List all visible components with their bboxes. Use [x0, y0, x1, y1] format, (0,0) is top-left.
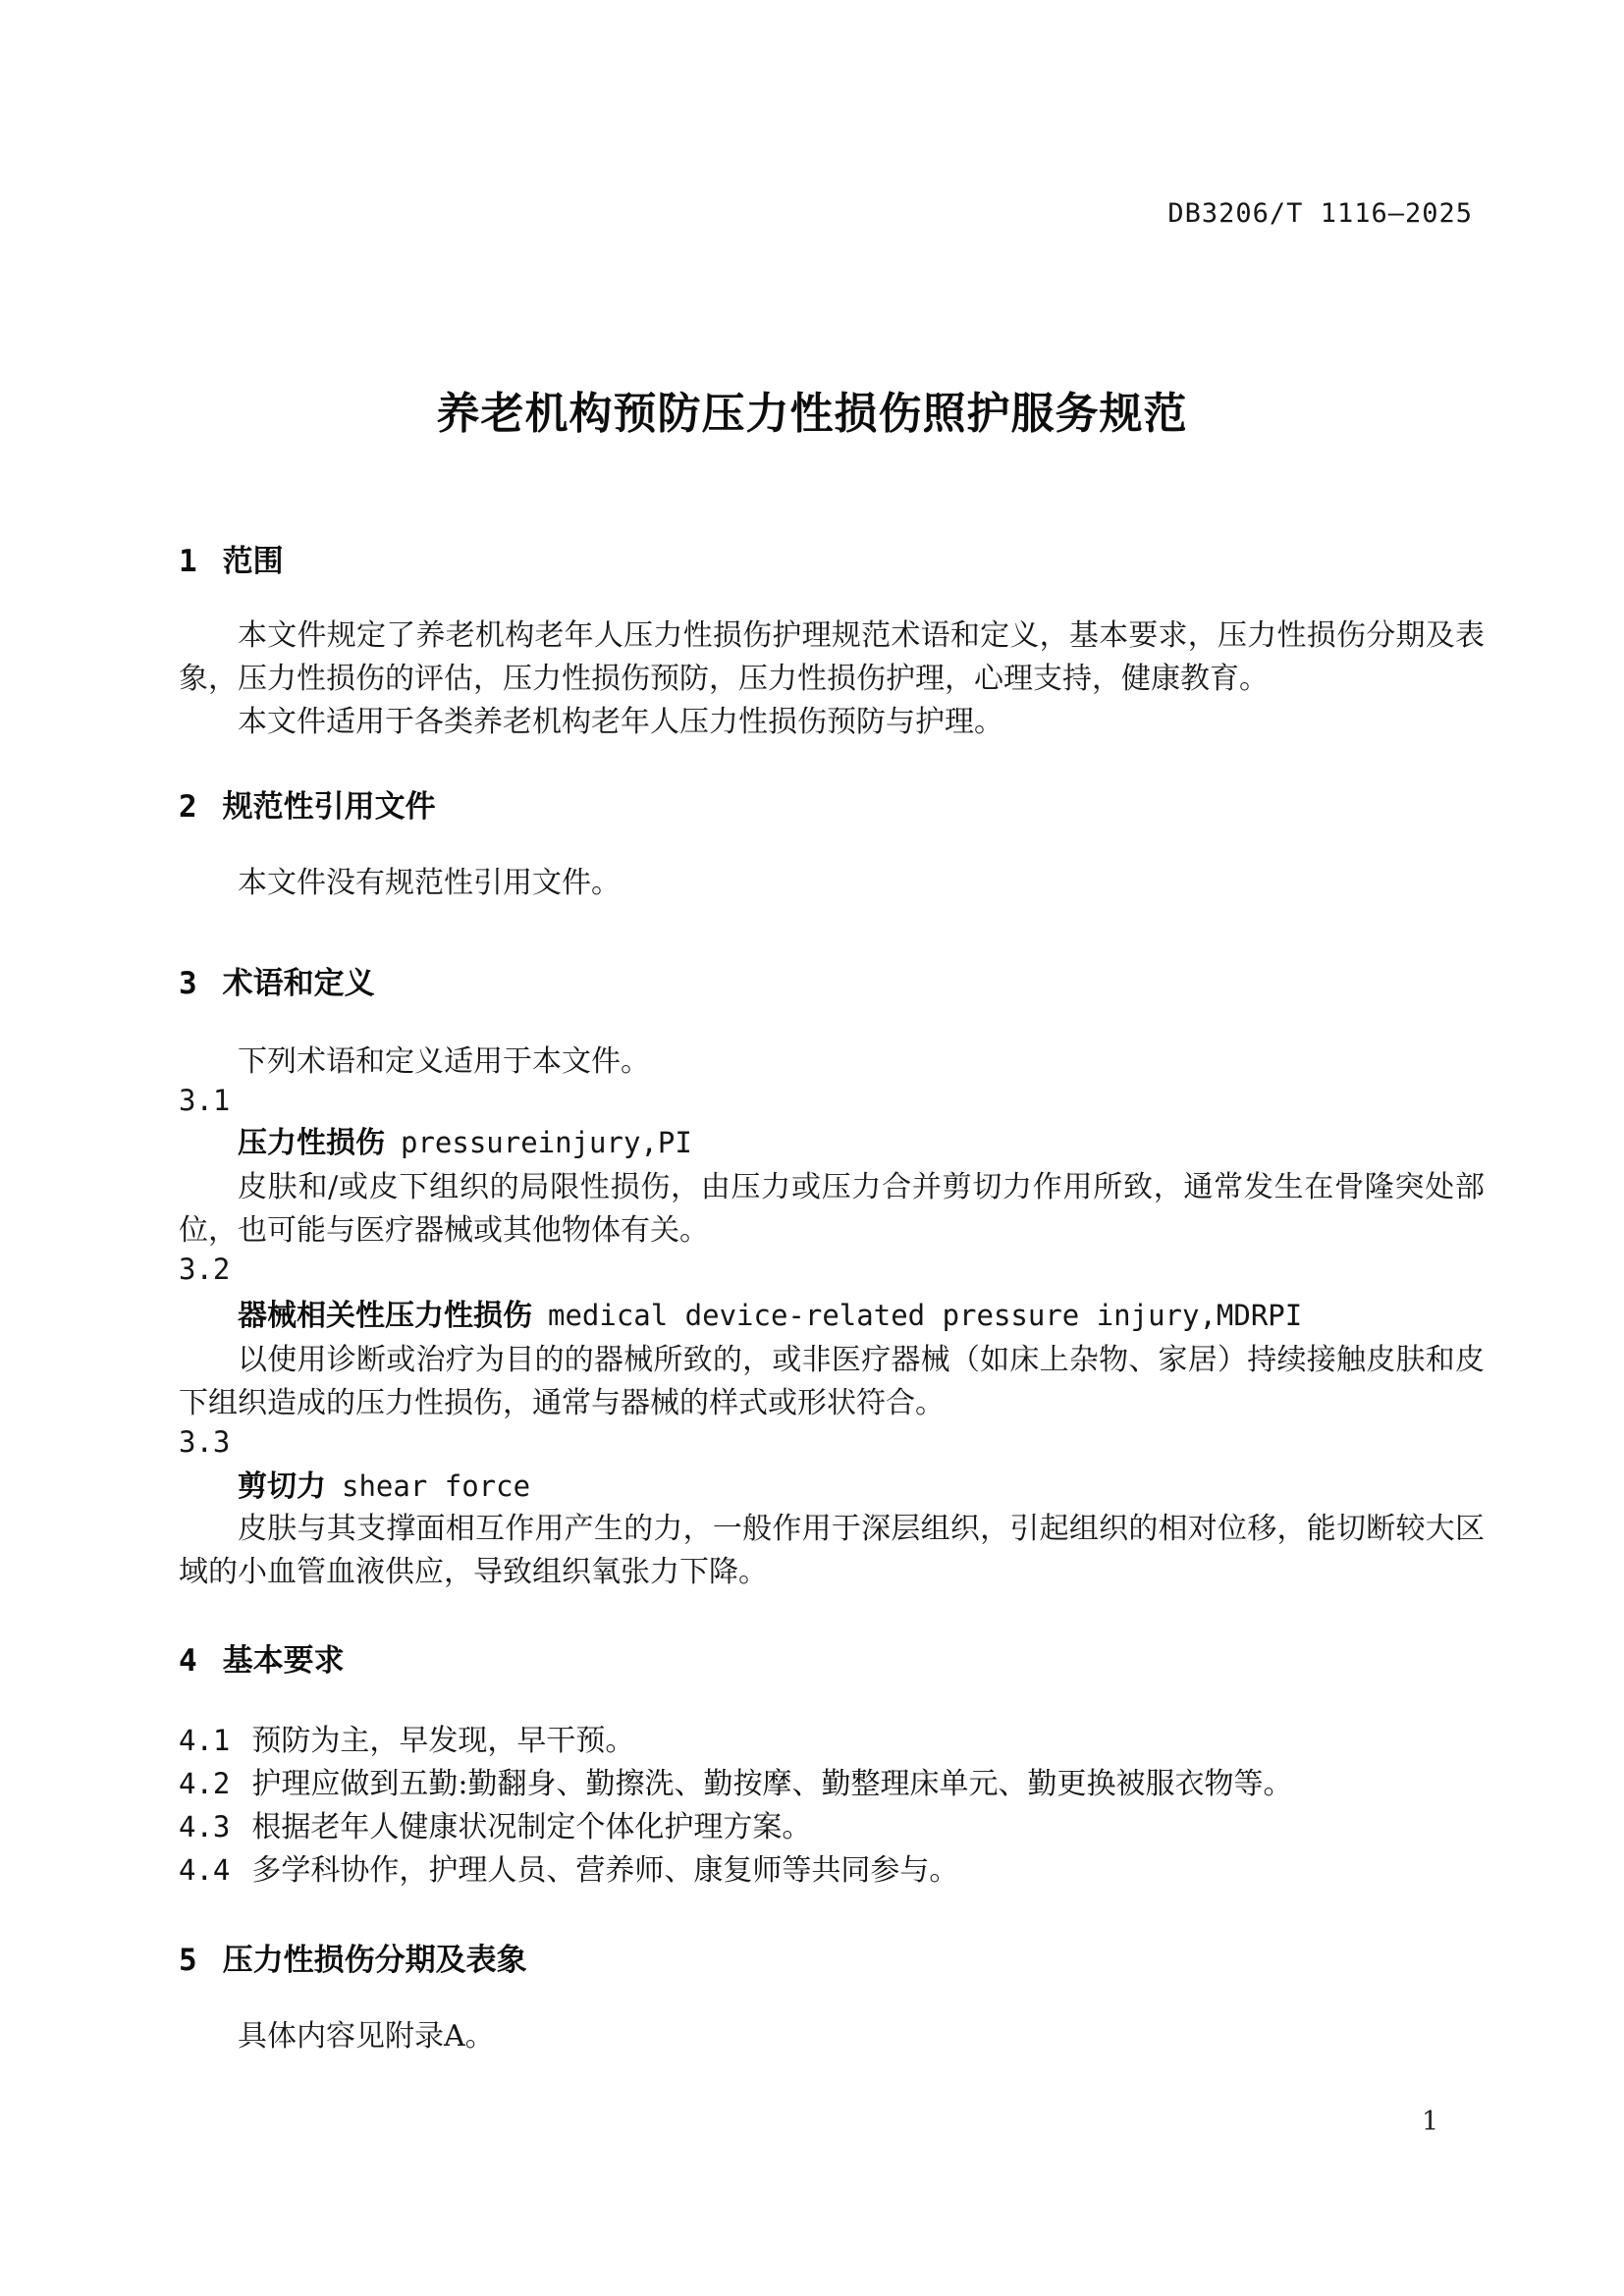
- section-2-number: 2: [179, 789, 197, 825]
- section-3-heading: [179, 958, 1485, 1002]
- requirement-4-4-number: 4.4: [179, 1853, 231, 1887]
- term-3-1-line: [179, 1123, 1485, 1163]
- term-3-1-name: 压力性损伤: [238, 1126, 385, 1160]
- term-3-3-name: 剪切力: [238, 1469, 326, 1504]
- term-3-3-definition: 皮肤与其支撑面相互作用产生的力，一般作用于深层组织，引起组织的相对位移，能切断较大区域的小血管血液供应，导致组织氧张力下降。: [179, 1512, 1485, 1589]
- scope-paragraph-1: 本文件规定了养老机构老年人压力性损伤护理规范术语和定义，基本要求，压力性损伤分期及表象，压力性损伤的评估，压力性损伤预防，压力性损伤护理，心理支持，健康教育。: [179, 618, 1485, 696]
- requirement-item-4-4: [179, 1848, 1485, 1893]
- requirement-4-4-text: 多学科协作，护理人员、营养师、康复师等共同参与。: [251, 1853, 959, 1888]
- requirement-4-3-number: 4.3: [179, 1810, 231, 1843]
- document-title: 养老机构预防压力性损伤照护服务规范: [436, 389, 1188, 439]
- requirement-4-1-number: 4.1: [179, 1724, 231, 1757]
- term-3-2-line: [179, 1296, 1485, 1336]
- term-3-2-definition: 以使用诊断或治疗为目的的器械所致的，或非医疗器械（如床上杂物、家居）持续接触皮肤和皮下组织造成的压力性损伤，通常与器械的样式或形状符合。: [179, 1343, 1485, 1420]
- section-5-heading: [179, 1935, 1485, 1979]
- normative-references-paragraph: 本文件没有规范性引用文件。: [238, 866, 621, 900]
- requirement-item-4-2: [179, 1762, 1485, 1806]
- staging-paragraph: 具体内容见附录A。: [238, 2019, 495, 2054]
- requirement-4-3-text: 根据老年人健康状况制定个体化护理方案。: [251, 1810, 812, 1844]
- requirement-4-2-number: 4.2: [179, 1767, 231, 1800]
- term-3-2-name: 器械相关性压力性损伤: [238, 1299, 532, 1333]
- term-3-3-id: 3.3: [179, 1425, 231, 1459]
- term-3-1-id: 3.1: [179, 1084, 231, 1117]
- requirement-item-4-3: [179, 1805, 1485, 1849]
- section-4-title: 基本要求: [222, 1643, 345, 1679]
- section-1-number: 1: [179, 544, 197, 579]
- term-3-2-english: medical device-related pressure injury,MDRPI: [548, 1299, 1303, 1332]
- requirement-4-2-text: 护理应做到五勤:勤翻身、勤擦洗、勤按摩、勤整理床单元、勤更换被服衣物等。: [251, 1767, 1293, 1801]
- section-5-number: 5: [179, 1943, 197, 1978]
- term-3-1-definition: 皮肤和/或皮下组织的局限性损伤，由压力或压力合并剪切力作用所致，通常发生在骨隆突处部位，也可能与医疗器械或其他物体有关。: [179, 1170, 1485, 1248]
- section-3-number: 3: [179, 966, 197, 1001]
- section-2-title: 规范性引用文件: [222, 789, 436, 825]
- requirement-item-4-1: [179, 1719, 1485, 1763]
- section-2-heading: [179, 781, 1485, 826]
- term-3-3-english: shear force: [342, 1469, 531, 1503]
- term-3-2-id: 3.2: [179, 1253, 231, 1286]
- section-1-title: 范围: [222, 544, 284, 579]
- section-5-title: 压力性损伤分期及表象: [222, 1943, 527, 1978]
- section-4-number: 4: [179, 1643, 197, 1679]
- requirement-4-1-text: 预防为主，早发现，早干预。: [251, 1724, 635, 1758]
- section-4-heading: [179, 1635, 1485, 1680]
- term-3-1-english: pressureinjury,PI: [401, 1126, 692, 1159]
- term-3-3-line: [179, 1467, 1485, 1507]
- scope-paragraph-2: 本文件适用于各类养老机构老年人压力性损伤预防与护理。: [238, 705, 1003, 739]
- terms-intro-paragraph: 下列术语和定义适用于本文件。: [238, 1044, 650, 1079]
- doc-code: DB3206/T 1116—2025: [1167, 198, 1473, 229]
- page-number: 1: [1422, 2107, 1439, 2137]
- section-1-heading: [179, 536, 1485, 580]
- section-3-title: 术语和定义: [222, 966, 375, 1001]
